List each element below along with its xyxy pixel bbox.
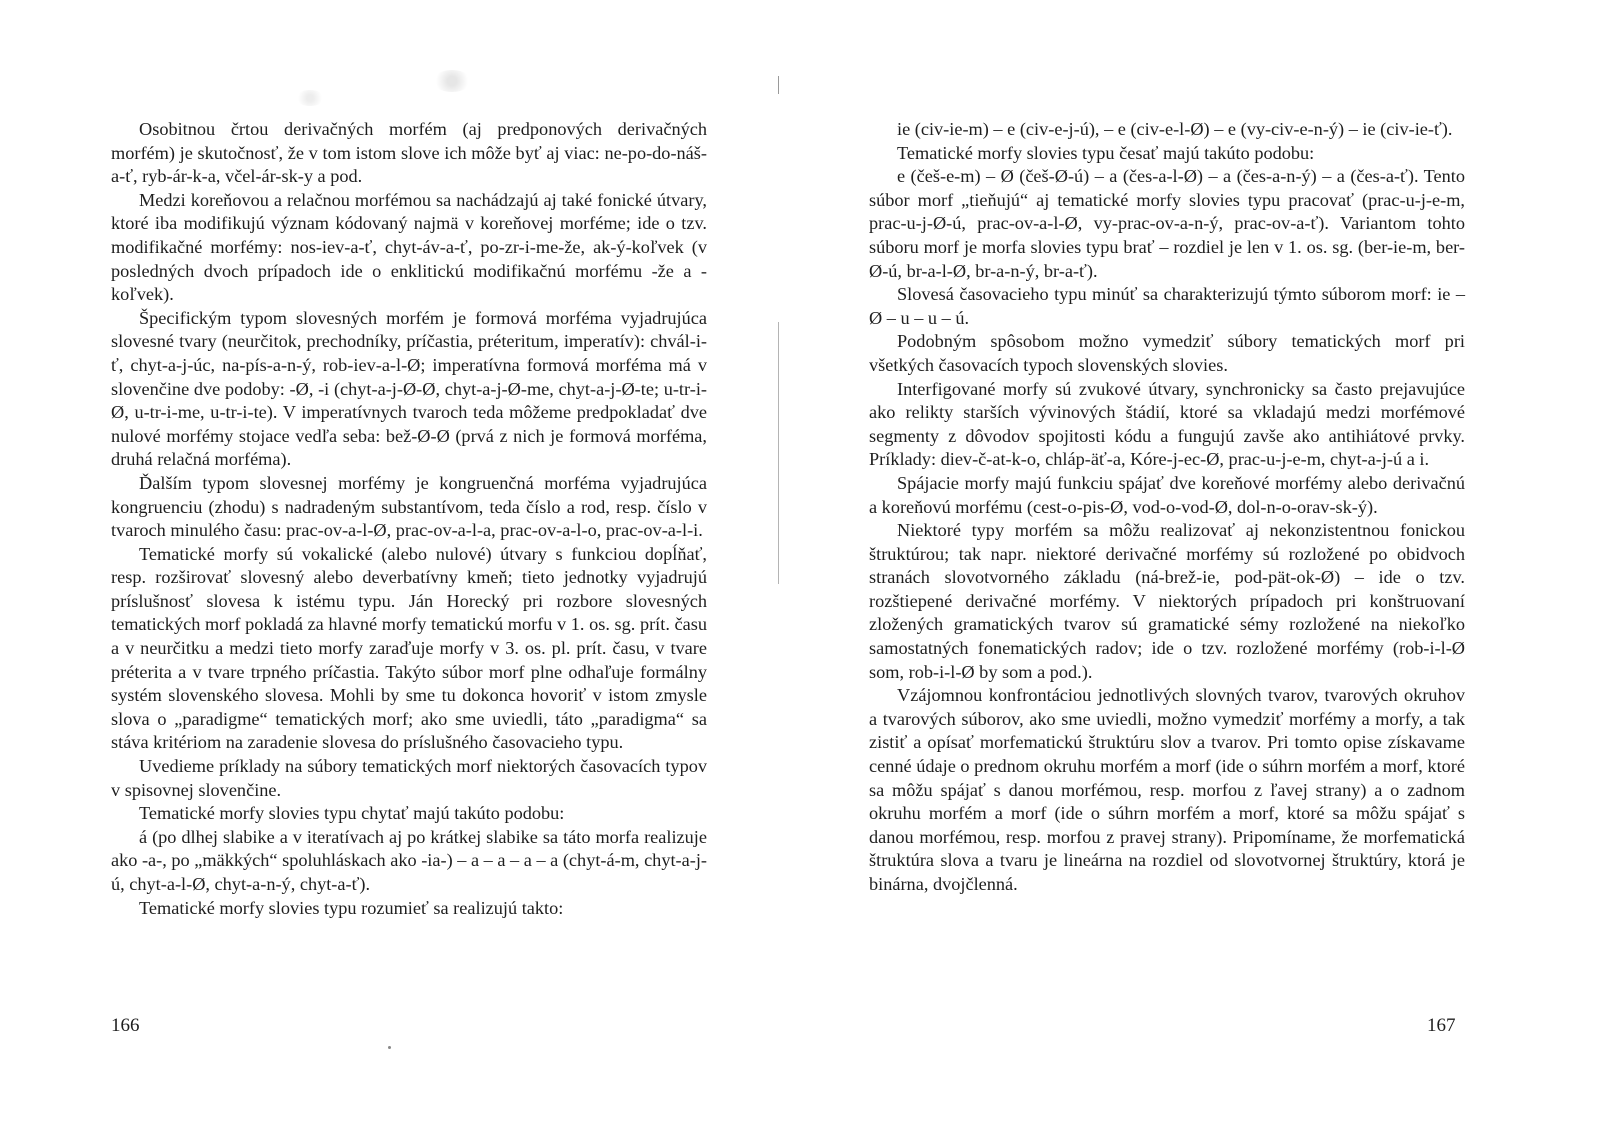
paragraph: Uvedieme príklady na súbory tematických morf niektorých časovacích typov v spisovnej slovenčine. [111, 756, 707, 800]
paragraph: Ďalším typom slovesnej morfémy je kongruenčná morféma vyjadrujúca kongruenciu (zhodu) s nadradeným substantívom, teda číslo a rod, resp. číslo v tvaroch minulého času: prac-ov-a-l-Ø, prac-ov-a-l-a, prac-ov-a-l-o, prac-ov-a-l-i. [111, 472, 707, 541]
scan-smudge [295, 90, 325, 106]
paragraph: Tematické morfy slovies typu česať majú takúto podobu: [897, 142, 1315, 163]
page-number: 167 [1427, 1015, 1456, 1036]
scan-speck [388, 1046, 391, 1049]
paragraph: Niektoré typy morfém sa môžu realizovať aj nekonzistentnou fonickou štruktúrou; tak napr. niektoré derivačné morfémy sú rozložené po obidvoch stranách slovotvorného základu (ná-brež-ie, pod-pät-ok-Ø) – ide o tzv. rozštiepené derivačné morfémy. V niektorých prípadoch pri konštruovaní zložených gramatických tvarov sú gramatické sémy rozložené na niekoľko samostatných fonematických radov; ide o tzv. rozložené morfémy (rob-i-l-Ø som, rob-i-l-Ø by som a pod.). [869, 520, 1465, 682]
scan-smudge [432, 70, 472, 92]
paragraph: e (češ-e-m) – Ø (češ-Ø-ú) – a (čes-a-l-Ø) – a (čes-a-n-ý) – a (čes-a-ť). Tento súbor morf „tieňujú“ aj tematické morfy slovies typu pracovať (prac-u-j-e-m, prac-u-j-Ø-ú, prac-ov-a-l-Ø, vy-prac-ov-a-n-ý, prac-ov-a-ť). Variantom tohto súboru morf je morfa slovies typu brať – rozdiel je len v 1. os. sg. (ber-ie-m, ber-Ø-ú, br-a-l-Ø, br-a-n-ý, br-a-ť). [869, 166, 1465, 281]
gutter-line [778, 322, 779, 584]
paragraph: ie (civ-ie-m) – e (civ-e-j-ú), – e (civ-e-l-Ø) – e (vy-civ-e-n-ý) – ie (civ-ie-ť). [897, 119, 1453, 139]
paragraph: Tematické morfy slovies typu chytať majú takúto podobu: [139, 803, 565, 824]
paragraph: Slovesá časovacieho typu minúť sa charakterizujú týmto súborom morf: ie – Ø – u – u – ú. [869, 284, 1465, 328]
paragraph: Spájacie morfy majú funkciu spájať dve koreňové morfémy alebo derivačnú a koreňovú morfému (cest-o-pis-Ø, vod-o-vod-Ø, dol-n-o-orav-sk-ý). [869, 472, 1465, 517]
paragraph: Medzi koreňovou a relačnou morfémou sa nachádzajú aj také fonické útvary, ktoré iba modifikujú význam kódovaný najmä v koreňovej morféme; ide o tzv. modifikačné morfémy: nos-iev-a-ť, chyt-áv-a-ť, po-zr-i-me-že, ak-ý-koľvek (v posledných dvoch prípadoch ide o enklitickú modifikačnú morfému -že a -koľvek). [111, 189, 707, 305]
paragraph: Interfigované morfy sú zvukové útvary, synchronicky sa často prejavujúce ako relikty starších vývinových štádií, ktoré sa vkladajú medzi morfémové segmenty z dôvodov spojitosti kódu a fungujú zavše ako antihiátové prvky. Príklady: diev-č-at-k-o, chláp-äť-a, Kóre-j-ec-Ø, prac-u-j-e-m, chyt-a-j-ú a i. [869, 378, 1465, 470]
page-number: 166 [111, 1015, 140, 1036]
gutter-line [778, 76, 779, 94]
paragraph: Podobným spôsobom možno vymedziť súbory tematických morf pri všetkých časovacích typoch slovenských slovies. [869, 331, 1465, 375]
right-page [800, 0, 1600, 1133]
paragraph: Špecifickým typom slovesných morfém je formová morféma vyjadrujúca slovesné tvary (neurčitok, prechodníky, príčastia, préteritum, imperatív): chvál-i-ť, chyt-a-j-úc, na-pís-a-n-ý, rob-iev-a-l-Ø; imperatívna formová morféma má v slovenčine dve podoby: -Ø, -i (chyt-a-j-Ø-Ø, chyt-a-j-Ø-me, chyt-a-j-Ø-te; u-tr-i-Ø, u-tr-i-me, u-tr-i-te). V imperatívnych tvaroch teda môžeme predpokladať dve nulové morfémy stojace vedľa seba: bež-Ø-Ø (prvá z nich je formová morféma, druhá relačná morféma). [111, 307, 707, 470]
left-text-column [111, 118, 707, 920]
paragraph: Vzájomnou konfrontáciou jednotlivých slovných tvarov, tvarových okruhov a tvarových súborov, ako sme uviedli, možno vymedziť morfémy a morfy, a tak zistiť a opísať morfematickú štruktúru slov a tvarov. Pri tomto opise získavame cenné údaje o prednom okruhu morfém a morf (ide o súhrn morfém a morf, ktoré sa môžu spájať s danou morfémou, resp. morfou z ľavej strany) a o zadnom okruhu morfém a morf (ide o súhrn morfém a morf, ktoré sa môžu spájať s danou morfémou, resp. morfou z pravej strany). Pripomíname, že morfematická štruktúra slova a tvaru je lineárna na rozdiel od slovotvornej štruktúry, ktorá je binárna, dvojčlenná. [869, 685, 1465, 894]
right-text-column [869, 118, 1465, 897]
paragraph: Osobitnou črtou derivačných morfém (aj predponových derivačných morfém) je skutočnosť, že v tom istom slove ich môže byť aj viac: ne-po-do-náš-a-ť, ryb-ár-k-a, včel-ár-sk-y a pod. [111, 119, 707, 187]
paragraph: á (po dlhej slabike a v iteratívach aj po krátkej slabike sa táto morfa realizuje ako -a-, po „mäkkých“ spoluhláskach ako -ia-) – a – a – a – a (chyt-á-m, chyt-a-j-ú, chyt-a-l-Ø, chyt-a-n-ý, chyt-a-ť). [111, 826, 707, 894]
paragraph: Tematické morfy slovies typu rozumieť sa realizujú takto: [139, 897, 564, 918]
paragraph: Tematické morfy sú vokalické (alebo nulové) útvary s funkciou dopĺňať, resp. rozširovať slovesný alebo deverbatívny kmeň; tieto jednotky vyjadrujú príslušnosť slovesa k istému typu. Ján Horecký pri rozbore slovesných tematických morf pokladá za hlavné morfy tematickú morfu v 1. os. sg. prít. času a v neurčitku a medzi tieto morfy zaraďuje morfy v 3. os. pl. prít. času, v tvare préterita a v tvare trpného príčastia. Takýto súbor morf plne odhaľuje formálny systém slovenského slovesa. Mohli by sme tu dokonca hovoriť v istom zmysle slova o „paradigme“ tematických morf; ako sme uviedli, táto „paradigma“ sa stáva kritériom na zaradenie slovesa do príslušného časovacieho typu. [111, 543, 707, 753]
